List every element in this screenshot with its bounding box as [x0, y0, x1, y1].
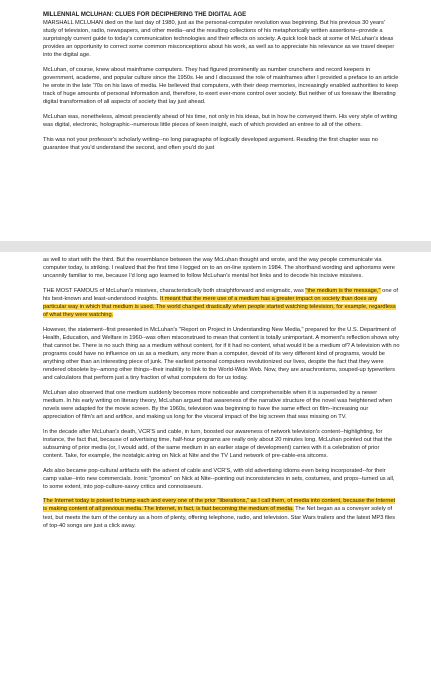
page-1-content: [43, 11, 400, 152]
page-2: [0, 252, 431, 700]
medium-mid-text: one of his best-known and least-understood insights.: [43, 287, 398, 302]
paragraph-style: McLuhan was, nonetheless, almost presciently ahead of his time, not only in his ideas, but in how he conveyed them. His very style of writing was digital, electronic, holographic--numerous little pieces of keen insight, each of which provided an entree to all of the others.: [43, 114, 398, 129]
article-title: MILLENNIAL MCLUHAN: CLUES FOR DECIPHERING THE DIGITAL AGE: [43, 12, 247, 18]
paragraph-vcr-cable: In the decade after McLuhan's death, VCR'S and cable, in turn, boosted our awareness of network television's content--highlighting, for instance, the fact that, because of advertising time, half-hour programs are really only about 20 minutes long. McLuhan pointed out that the subsuming of prior media (or, I would add, of the same medium in an earlier stage of development) carries with it a celebration of prior content. Take, for example, the nostalgic airing on Nick at Nite and the TV Land network of pre-cable-era sitcoms.: [43, 428, 393, 459]
page-2-content: [43, 256, 400, 530]
paragraph-superseded: McLuhan also observed that one medium suddenly becomes more noticeable and comprehensible when it is superseded by a newer medium. In his early writing on literary theory, McLuhan argued that awareness of the narrative structure of the novel was heightened when novels were adapted for the movie screen. By the 1960s, television was beginning to have the same effect on film--increasing our appreciation of film's art and artifice, and making us long for the visceral impact of the big screen that was missing on TV.: [43, 389, 393, 421]
paragraph-intro: MARSHALL MCLUHAN died on the last day of 1980, just as the personal-computer revolution was beginning. But his previous 30 years' study of television, radio, newspapers, and other media--and the resulting collections of his metaphorically written assertions--provide a surprisingly current guide to today's communication technologies and their effects on society. A quick look back at some of McLuhan's ideas provides an opportunity to correct some common misconceptions about his work, as well as to appreciate his relevance as we travel deeper into the digital age.: [43, 20, 395, 59]
paragraph-internet: [43, 497, 400, 529]
paragraph-third: as well to start with the third. But the resemblance between the way McLuhan thought and wrote, and the way people communicate via computer today, is striking. I realized that the first time I logged on to an on-line system in 1984. The shorthand wording and aphorisms were uncannily familiar to me, because I'd long ago learned to follow McLuhan's mental hot links and to decode his incisive missives.: [43, 257, 395, 280]
highlight-internet: The Internet today is poised to trump each and every one of the prior "liberations," as I call them, of media into content, because the Internet is making content of all previous media. The Internet, in fact, is fast becoming the medium of media.: [43, 498, 396, 513]
internet-rest-text: The Net began as a conveyer solely of text, but meets the turn of the century as a horn of plenty, offering telephone, radio, and television. Star Wars trailers and the latest MP3 files of top-40 songs are just a click away.: [43, 506, 396, 529]
highlight-medium-quote: "the medium is the message,": [305, 287, 381, 294]
page-1: [0, 0, 431, 241]
paragraph-scholarly: This was not your professor's scholarly writing--no long paragraphs of logically developed argument. Reading the first chapter was no guarantee that you'd understand the second, and often you'd do just: [43, 136, 378, 151]
medium-lead-text: THE MOST FAMOUS of McLuhan's missives, characteristically both straightforward and enigmatic, was: [43, 287, 304, 294]
page-separator: [0, 241, 431, 252]
paragraph-misconstrued: However, the statement--first presented in McLuhan's "Report on Project in Understanding New Media," prepared for the U.S. Department of Health, Education, and Welfare in 1960--was often misconstrued to mean that content is totally unimportant. A moment's reflection shows why that cannot be. There is no such thing as a medium without content, for if it had no content, what would it be a medium of? A television with no programs could have no influence on us as a medium, any more than a computer, devoid of its very different kind of programs, would be anything other than an interesting piece of junk. The earliest personal computers revolutionized our lives, despite the fact that they were rendered obsolete by--among other things--their inability to link to the World-Wide Web. Now, they are anachronisms, souped-up typewriters and calculators that perform just a tiny fraction of what computers do for us today.: [43, 326, 400, 382]
highlight-medium-meaning: It meant that the mere use of a medium has a greater impact on society than does any particular way in which that medium is used. The world changed drastically when people started watching television, for example, regardless of what they were watching.: [43, 295, 396, 319]
paragraph-mainframes: McLuhan, of course, knew about mainframe computers. They had figured prominently as number crunchers and record keepers in government, academe, and popular culture since the 1950s. He and I discussed the role of mainframes after I provided a preface to an article he wrote in the late '70s on his laws of media. He believed that computers, with their deep memories, increasingly enabled authorities to keep track of huge amounts of personal information and, therefore, to exert ever-more control over society. But neither of us foresaw the liberating digital transformation of all aspects of society that lay just ahead.: [43, 67, 399, 106]
paragraph-ads: Ads also became pop-cultural artifacts with the advent of cable and VCR'S, with old advertising idioms even being incorporated--for their camp value--into new commercials. Ironic "promos" on Nick at Nite--pointing out inconsistencies in sets, costumes, and props--turned us all, to some extent, into pop-culture-savvy critics and connoisseurs.: [43, 467, 395, 490]
paragraph-medium-message: [43, 287, 400, 319]
